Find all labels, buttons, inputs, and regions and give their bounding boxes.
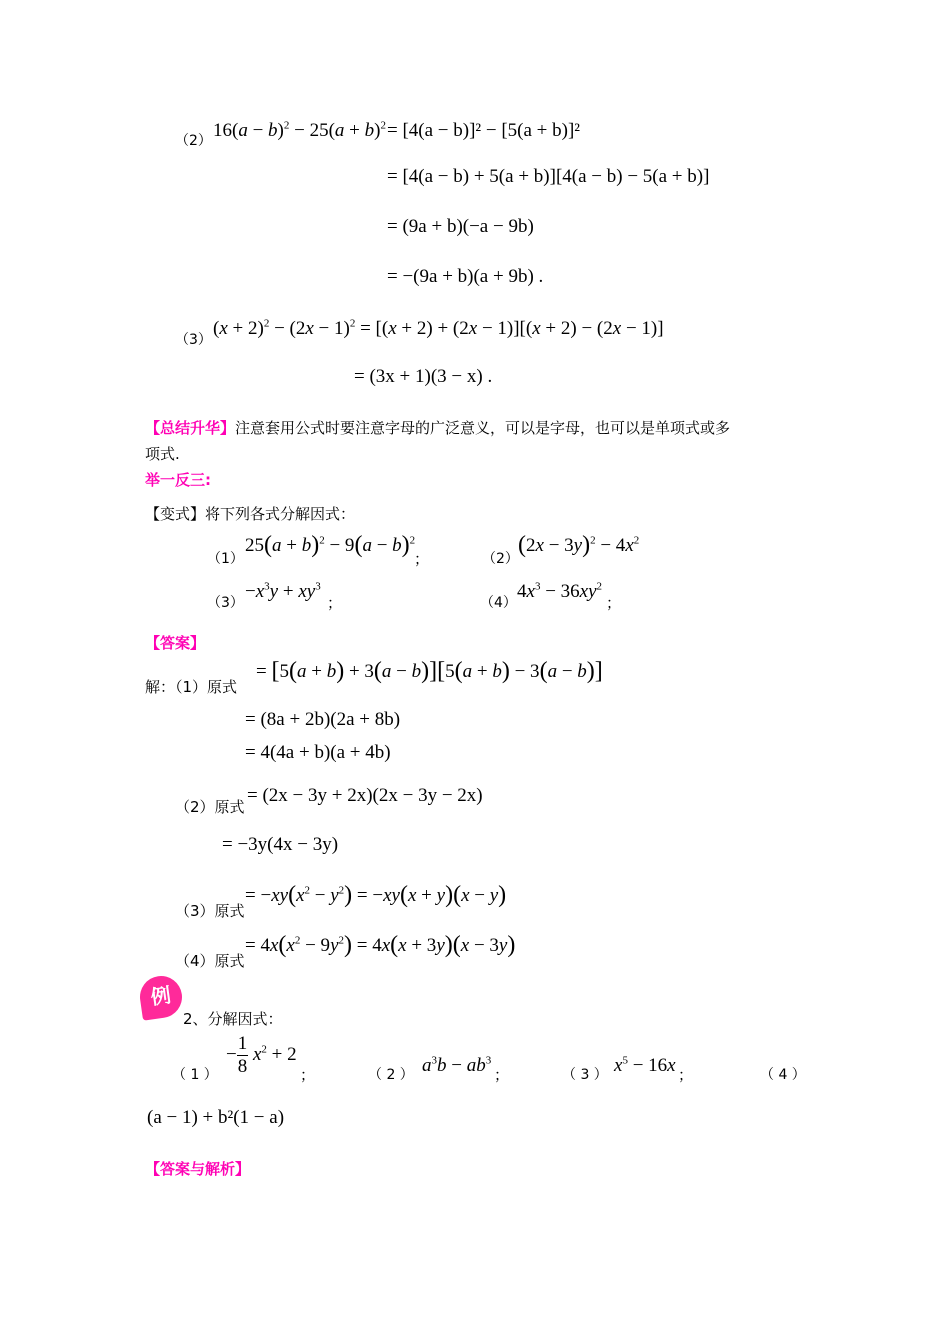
answer-1-line1: = [5(a + b) + 3(a − b)][5(a + b) − 3(a − b)] [256,658,603,684]
example2-item-1: − $\frac{1}{8}$ $x^2 + 2$ [226,1033,297,1077]
answer-3-expr: = $-xy(x^2 - y^2) = -xy(x + y)(x - y)$ [245,882,507,908]
example2-title: 2、分解因式： [183,1010,283,1028]
part3-line1: $(x + 2)^2 - (2x - 1)^2 = [(x + 2) + (2x - 1)][(x + 2) - (2x - 1)]$ [213,317,664,339]
summary-text-1: 注意套用公式时要注意字母的广泛意义，可以是字母，也可以是单项式或多 [235,419,731,437]
answer-4-label: （4）原式 [175,952,245,970]
example2-label-4: （ 4 ） [760,1067,806,1083]
variation-semi-4: ； [606,594,622,612]
part2-line2: = [4(a − b) + 5(a + b)][4(a − b) − 5(a + b)] [387,166,710,187]
summary-text-2: 项式. [145,445,180,463]
variation-label-3: （3） [207,595,244,611]
variation-item-3: $-x^3y + xy^3$ [245,580,321,602]
example-badge: 例 [137,973,184,1020]
variation-label-2: （2） [482,551,519,567]
variation-semi-3: ； [327,594,343,612]
summary-block [145,417,730,438]
example2-item-4: (a − 1) + b²(1 − a) [147,1107,285,1128]
answer-4-expr: = $4x(x^2 - 9y^2) = 4x(x + 3y)(x - 3y)$ [245,932,516,958]
analysis-heading: 【答案与解析】 [145,1160,251,1178]
part3-label: （3） [175,332,212,348]
example2-item-2: $a^3b - ab^3$ [422,1054,492,1076]
fraction [237,1033,249,1078]
part2-line4: = −(9a + b)(a + 9b) . [387,266,544,287]
example2-label-1: （ 1 ） [172,1067,218,1083]
answer-3-label: （3）原式 [175,902,245,920]
variation-title: 【变式】将下列各式分解因式： [145,505,356,523]
answer-1-line3: = 4(4a + b)(a + 4b) [245,742,391,763]
answer-1-label: 解：（1）原式 [145,678,238,696]
variation-item-2: $(2x - 3y)^2 - 4x^2$ [518,532,640,558]
answer-heading: 【答案】 [145,634,206,652]
summary-heading: 【总结升华】 [145,419,236,437]
part3-line2: = (3x + 1)(3 − x) . [354,366,493,387]
part2-line1: = [4(a − b)]² − [5(a + b)]² [387,120,580,141]
answer-2-line2: = −3y(4x − 3y) [222,834,339,855]
variation-label-4: （4） [480,595,517,611]
fraction-numerator: 1 [237,1033,248,1054]
part2-line3: = (9a + b)(−a − 9b) [387,216,534,237]
example2-semi-1: ； [300,1066,316,1084]
example2-semi-2: ； [494,1066,510,1084]
variation-item-4: $4x^3 - 36xy^2$ [517,580,603,602]
example2-label-2: （ 2 ） [368,1067,414,1083]
variation-item-1: $25(a + b)^2 - 9(a - b)^2$ [245,532,416,558]
answer-1-line2: = (8a + 2b)(2a + 8b) [245,709,401,730]
answer-2-label: （2）原式 [175,798,245,816]
example2-semi-3: ； [678,1066,694,1084]
variation-heading: 举一反三: [145,471,211,489]
part2-lhs: $16(a - b)^2 - 25(a + b)^2$ [213,119,386,141]
fraction-denominator: 8 [237,1056,248,1077]
variation-semi-1: ； [414,550,430,568]
part2-label: （2） [175,133,212,149]
answer-2-line1: = (2x − 3y + 2x)(2x − 3y − 2x) [247,785,483,806]
example2-item-3: $x^5 - 16x$ [614,1054,676,1076]
example2-label-3: （ 3 ） [562,1067,608,1083]
variation-label-1: （1） [207,551,244,567]
